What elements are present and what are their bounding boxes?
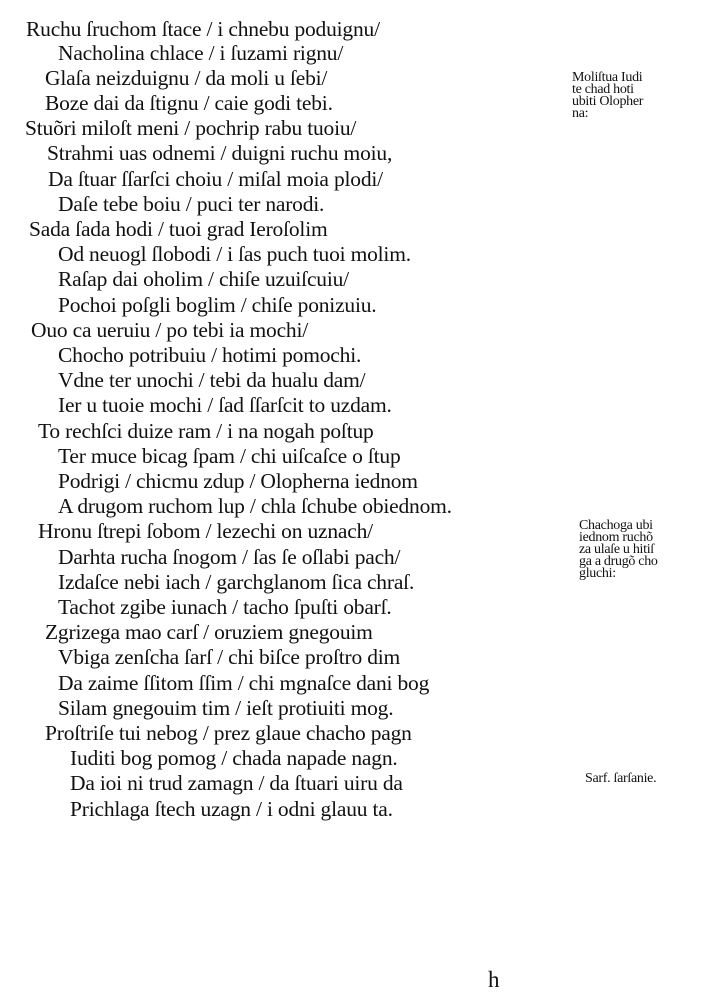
verse-line: Zgrizega mao carſ / oruziem gnegouim xyxy=(45,620,373,644)
verse-line: A drugom ruchom lup / chla ſchube obiednom. xyxy=(58,494,452,518)
verse-line: Glaſa neizduignu / da moli u ſebi/ xyxy=(45,66,328,90)
verse-line: Iuditi bog pomog / chada napade nagn. xyxy=(70,746,398,770)
verse-line: Raſap dai oholim / chiſe uzuiſcuiu/ xyxy=(58,267,349,291)
verse-line: Da zaime ſſitom ſſim / chi mgnaſce dani bog xyxy=(58,671,430,695)
verse-line: Pochoi poſgli boglim / chiſe ponizuiu. xyxy=(58,293,377,317)
margin-note-sarf-gloss xyxy=(585,773,706,785)
verse-line: Prichlaga ſtech uzagn / i odni glauu ta. xyxy=(70,797,393,821)
verse-line: Proſtriſe tui nebog / prez glaue chacho pagn xyxy=(45,721,412,745)
verse-line: Nacholina chlace / i ſuzami rignu/ xyxy=(58,41,344,65)
verse-line: Da ſtuar ſſarſci choiu / miſal moia plodi/ xyxy=(48,167,383,191)
margin-note-line: Moliſtua Iudi xyxy=(572,70,643,85)
margin-note-line: Sarf. ſarſanie. xyxy=(585,771,657,786)
margin-note-how-she-killed xyxy=(579,520,704,580)
verse-line: Da ioi ni trud zamagn / da ſtuari uiru da xyxy=(70,771,403,795)
signature-mark: h xyxy=(488,967,500,992)
verse-line: Ruchu ſruchom ſtace / i chnebu poduignu/ xyxy=(26,17,380,41)
margin-note-line: na: xyxy=(572,106,589,121)
verse-line: Izdaſce nebi iach / garchglanom ſica chraſ. xyxy=(58,570,415,594)
margin-note-line: ga a drugõ cho xyxy=(579,554,658,569)
verse-line: Tachot zgibe iunach / tacho ſpuſti obarſ. xyxy=(58,595,392,619)
verse-line: Ouo ca ueruiu / po tebi ia mochi/ xyxy=(31,318,309,342)
verse-line: Sada ſada hodi / tuoi grad Ieroſolim xyxy=(29,217,328,241)
margin-note-line: iednom ruchõ xyxy=(579,530,653,545)
verse-line: Vdne ter unochi / tebi da hualu dam/ xyxy=(58,368,366,392)
margin-note-line: ubiti Olopher xyxy=(572,94,644,109)
verse-line: Stuõri miloſt meni / pochrip rabu tuoiu/ xyxy=(25,116,357,140)
verse-line: Strahmi uas odnemi / duigni ruchu moiu, xyxy=(47,141,393,165)
verse-line: To rechſci duize ram / i na nogah poſtup xyxy=(38,419,374,443)
verse-line: Darhta rucha ſnogom / ſas ſe oſlabi pach/ xyxy=(58,545,401,569)
verse-line: Vbiga zenſcha ſarſ / chi biſce proſtro dim xyxy=(58,645,401,669)
verse-line: Boze dai da ſtignu / caie godi tebi. xyxy=(45,91,333,115)
margin-note-line: Chachoga ubi xyxy=(579,518,653,533)
verse-line: Daſe tebe boiu / puci ter narodi. xyxy=(58,192,325,216)
verse-line: Od neuogl ſlobodi / i ſas puch tuoi molim. xyxy=(58,242,411,266)
margin-note-line: gluchi: xyxy=(579,566,616,581)
verse-line: Silam gnegouim tim / ieſt protiuiti mog. xyxy=(58,696,394,720)
verse-line: Hronu ſtrepi ſobom / lezechi on uznach/ xyxy=(38,519,373,543)
margin-note-line: za ulaſe u hitiſ xyxy=(579,542,654,557)
margin-note-line: te chad hoti xyxy=(572,82,634,97)
verse-line: Podrigi / chicmu zdup / Olopherna iednom xyxy=(58,469,418,493)
verse-line: Chocho potribuiu / hotimi pomochi. xyxy=(58,343,362,367)
margin-note-judith-prayer xyxy=(572,72,697,120)
verse-line: Ter muce bicag ſpam / chi uiſcaſce o ſtup xyxy=(58,444,401,468)
verse-line: Ier u tuoie mochi / ſad ſſarſcit to uzdam. xyxy=(58,393,392,417)
